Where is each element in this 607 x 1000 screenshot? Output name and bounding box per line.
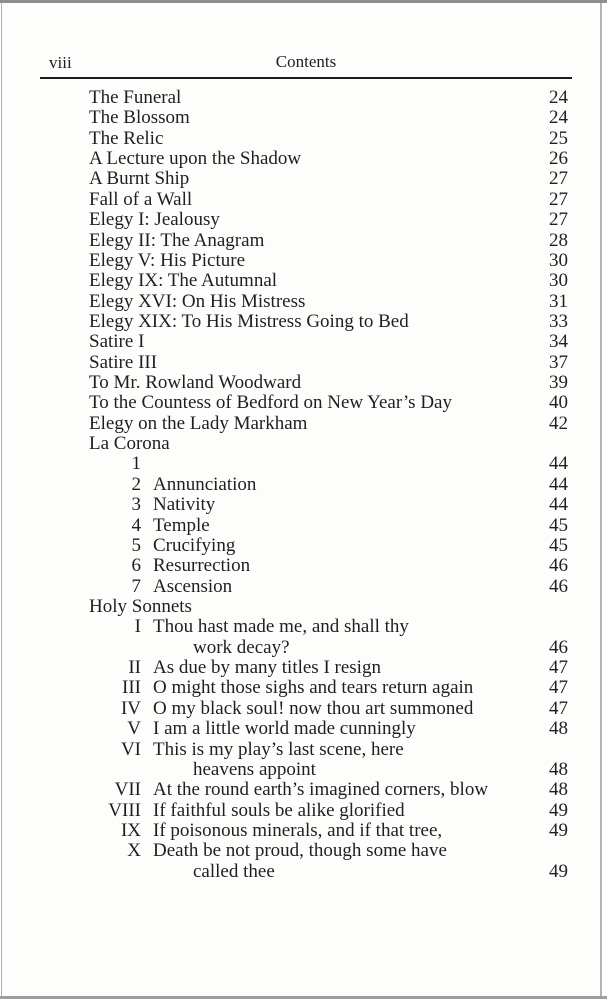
entry-page-number: 48 xyxy=(549,758,568,780)
toc-entry xyxy=(0,801,607,821)
entry-label: work decay? xyxy=(193,636,290,658)
entry-label: La Corona xyxy=(89,433,170,455)
entry-number: I xyxy=(134,616,141,638)
entry-label: The Funeral xyxy=(89,87,182,108)
scan-frame-bottom xyxy=(0,996,607,999)
entry-page-number: 31 xyxy=(549,290,568,312)
entry-label: Crucifying xyxy=(153,534,236,556)
entry-page-number: 26 xyxy=(549,148,568,170)
toc-entry xyxy=(0,475,607,495)
toc-entry xyxy=(0,556,607,576)
toc-entry xyxy=(0,638,607,658)
page-folio: viii xyxy=(49,53,72,72)
toc-entry xyxy=(0,780,607,800)
toc-entry xyxy=(0,312,607,332)
entry-label: Ascension xyxy=(153,575,233,597)
entry-number: 2 xyxy=(131,473,141,495)
entry-label: If poisonous minerals, and if that tree, xyxy=(153,819,443,841)
entry-page-number: 47 xyxy=(549,677,568,699)
entry-label: Elegy on the Lady Markham xyxy=(89,412,308,434)
entry-page-number: 46 xyxy=(549,555,568,577)
entry-number: IV xyxy=(120,697,141,719)
entry-number: 5 xyxy=(131,534,141,556)
toc-entry xyxy=(0,617,607,637)
page-title: Contents xyxy=(275,52,337,71)
entry-page-number: 39 xyxy=(549,372,568,394)
entry-label: Temple xyxy=(153,514,210,536)
toc-entry xyxy=(0,658,607,678)
toc-entry xyxy=(0,862,607,882)
entry-page-number: 30 xyxy=(549,249,568,271)
entry-page-number: 42 xyxy=(549,412,568,434)
entry-label: The Blossom xyxy=(89,107,190,129)
toc-entry xyxy=(0,393,607,413)
toc-entry xyxy=(0,841,607,861)
entry-label: I am a little world made cunningly xyxy=(153,718,416,740)
entry-label: Resurrection xyxy=(153,555,251,577)
entry-page-number: 45 xyxy=(549,514,568,536)
toc-entry xyxy=(0,292,607,312)
toc-entry xyxy=(0,149,607,169)
entry-label: A Lecture upon the Shadow xyxy=(89,148,302,170)
entry-label: Elegy XIX: To His Mistress Going to Bed xyxy=(89,310,409,332)
entry-number: III xyxy=(122,677,141,699)
entry-page-number: 49 xyxy=(549,819,568,841)
entry-label: Elegy V: His Picture xyxy=(89,249,246,271)
toc-entry xyxy=(0,231,607,251)
toc-entry xyxy=(0,332,607,352)
entry-number: VIII xyxy=(108,799,141,821)
entry-number: V xyxy=(127,718,141,740)
toc-entry xyxy=(0,190,607,210)
toc-entry xyxy=(0,108,607,128)
toc-entry xyxy=(0,719,607,739)
entry-page-number: 25 xyxy=(549,127,568,149)
entry-page-number: 27 xyxy=(549,168,568,190)
toc-entry xyxy=(0,454,607,474)
entry-label: Elegy IX: The Autumnal xyxy=(89,270,278,292)
entry-page-number: 28 xyxy=(549,229,568,251)
toc-entry xyxy=(0,210,607,230)
toc-entry xyxy=(0,129,607,149)
entry-label: Elegy II: The Anagram xyxy=(89,229,265,251)
entry-page-number: 40 xyxy=(549,392,568,414)
toc-entry xyxy=(0,271,607,291)
entry-number: 6 xyxy=(131,555,141,577)
entry-page-number: 24 xyxy=(549,107,568,129)
entry-label: This is my play’s last scene, here xyxy=(153,738,404,760)
toc-entry xyxy=(0,251,607,271)
toc-entry xyxy=(0,516,607,536)
entry-number: X xyxy=(127,840,141,862)
entry-label: Thou hast made me, and shall thy xyxy=(153,616,409,638)
entry-page-number: 24 xyxy=(549,87,568,108)
entry-label: As due by many titles I resign xyxy=(153,657,381,679)
toc-entry xyxy=(0,678,607,698)
header-rule xyxy=(40,77,572,79)
entry-label: A Burnt Ship xyxy=(89,168,190,190)
entry-label: Satire III xyxy=(89,351,158,373)
entry-page-number: 44 xyxy=(549,494,568,516)
toc-entry xyxy=(0,536,607,556)
entry-label: heavens appoint xyxy=(193,758,316,780)
toc-entry xyxy=(0,434,607,454)
entry-label: Death be not proud, though some have xyxy=(153,840,447,862)
entry-page-number: 47 xyxy=(549,697,568,719)
entry-page-number: 46 xyxy=(549,636,568,658)
entry-label: Holy Sonnets xyxy=(89,595,192,617)
entry-number: 3 xyxy=(131,494,141,516)
entry-page-number: 27 xyxy=(549,188,568,210)
toc-entry xyxy=(0,495,607,515)
entry-number: 4 xyxy=(131,514,141,536)
entry-page-number: 44 xyxy=(549,453,568,475)
entry-page-number: 37 xyxy=(549,351,568,373)
toc-entry xyxy=(0,699,607,719)
entry-label: At the round earth’s imagined corners, blow xyxy=(153,779,489,801)
entry-page-number: 46 xyxy=(549,575,568,597)
entry-label: The Relic xyxy=(89,127,164,149)
entry-label: Nativity xyxy=(153,494,216,516)
toc-entry xyxy=(0,760,607,780)
entry-number: 1 xyxy=(131,453,141,475)
entry-label: called thee xyxy=(193,860,275,882)
entry-label: O might those sighs and tears return again xyxy=(153,677,474,699)
entry-page-number: 45 xyxy=(549,534,568,556)
toc-entry xyxy=(0,169,607,189)
entry-label: If faithful souls be alike glorified xyxy=(153,799,405,821)
entry-page-number: 30 xyxy=(549,270,568,292)
toc-entry xyxy=(0,88,607,108)
toc-entry xyxy=(0,353,607,373)
entry-page-number: 34 xyxy=(549,331,568,353)
toc-entry xyxy=(0,740,607,760)
entry-label: Satire I xyxy=(89,331,145,353)
entry-page-number: 49 xyxy=(549,799,568,821)
entry-page-number: 48 xyxy=(549,779,568,801)
entry-page-number: 33 xyxy=(549,310,568,332)
entry-page-number: 47 xyxy=(549,657,568,679)
toc-entry xyxy=(0,414,607,434)
toc-entry xyxy=(0,821,607,841)
entry-page-number: 48 xyxy=(549,718,568,740)
entry-number: 7 xyxy=(131,575,141,597)
entry-number: II xyxy=(128,657,141,679)
entry-number: VII xyxy=(114,779,141,801)
entry-page-number: 27 xyxy=(549,209,568,231)
toc-entry xyxy=(0,577,607,597)
toc-entry xyxy=(0,373,607,393)
table-of-contents xyxy=(0,88,607,882)
entry-label: To Mr. Rowland Woodward xyxy=(89,372,302,394)
toc-entry xyxy=(0,597,607,617)
entry-number: VI xyxy=(120,738,141,760)
entry-label: To the Countess of Bedford on New Year’s Day xyxy=(89,392,452,414)
entry-label: Elegy I: Jealousy xyxy=(89,209,220,231)
entry-label: O my black soul! now thou art summoned xyxy=(153,697,474,719)
scan-frame-top xyxy=(0,0,607,3)
entry-label: Elegy XVI: On His Mistress xyxy=(89,290,306,312)
entry-label: Fall of a Wall xyxy=(89,188,193,210)
entry-page-number: 49 xyxy=(549,860,568,882)
entry-label: Annunciation xyxy=(153,473,257,495)
entry-number: IX xyxy=(120,819,141,841)
entry-page-number: 44 xyxy=(549,473,568,495)
